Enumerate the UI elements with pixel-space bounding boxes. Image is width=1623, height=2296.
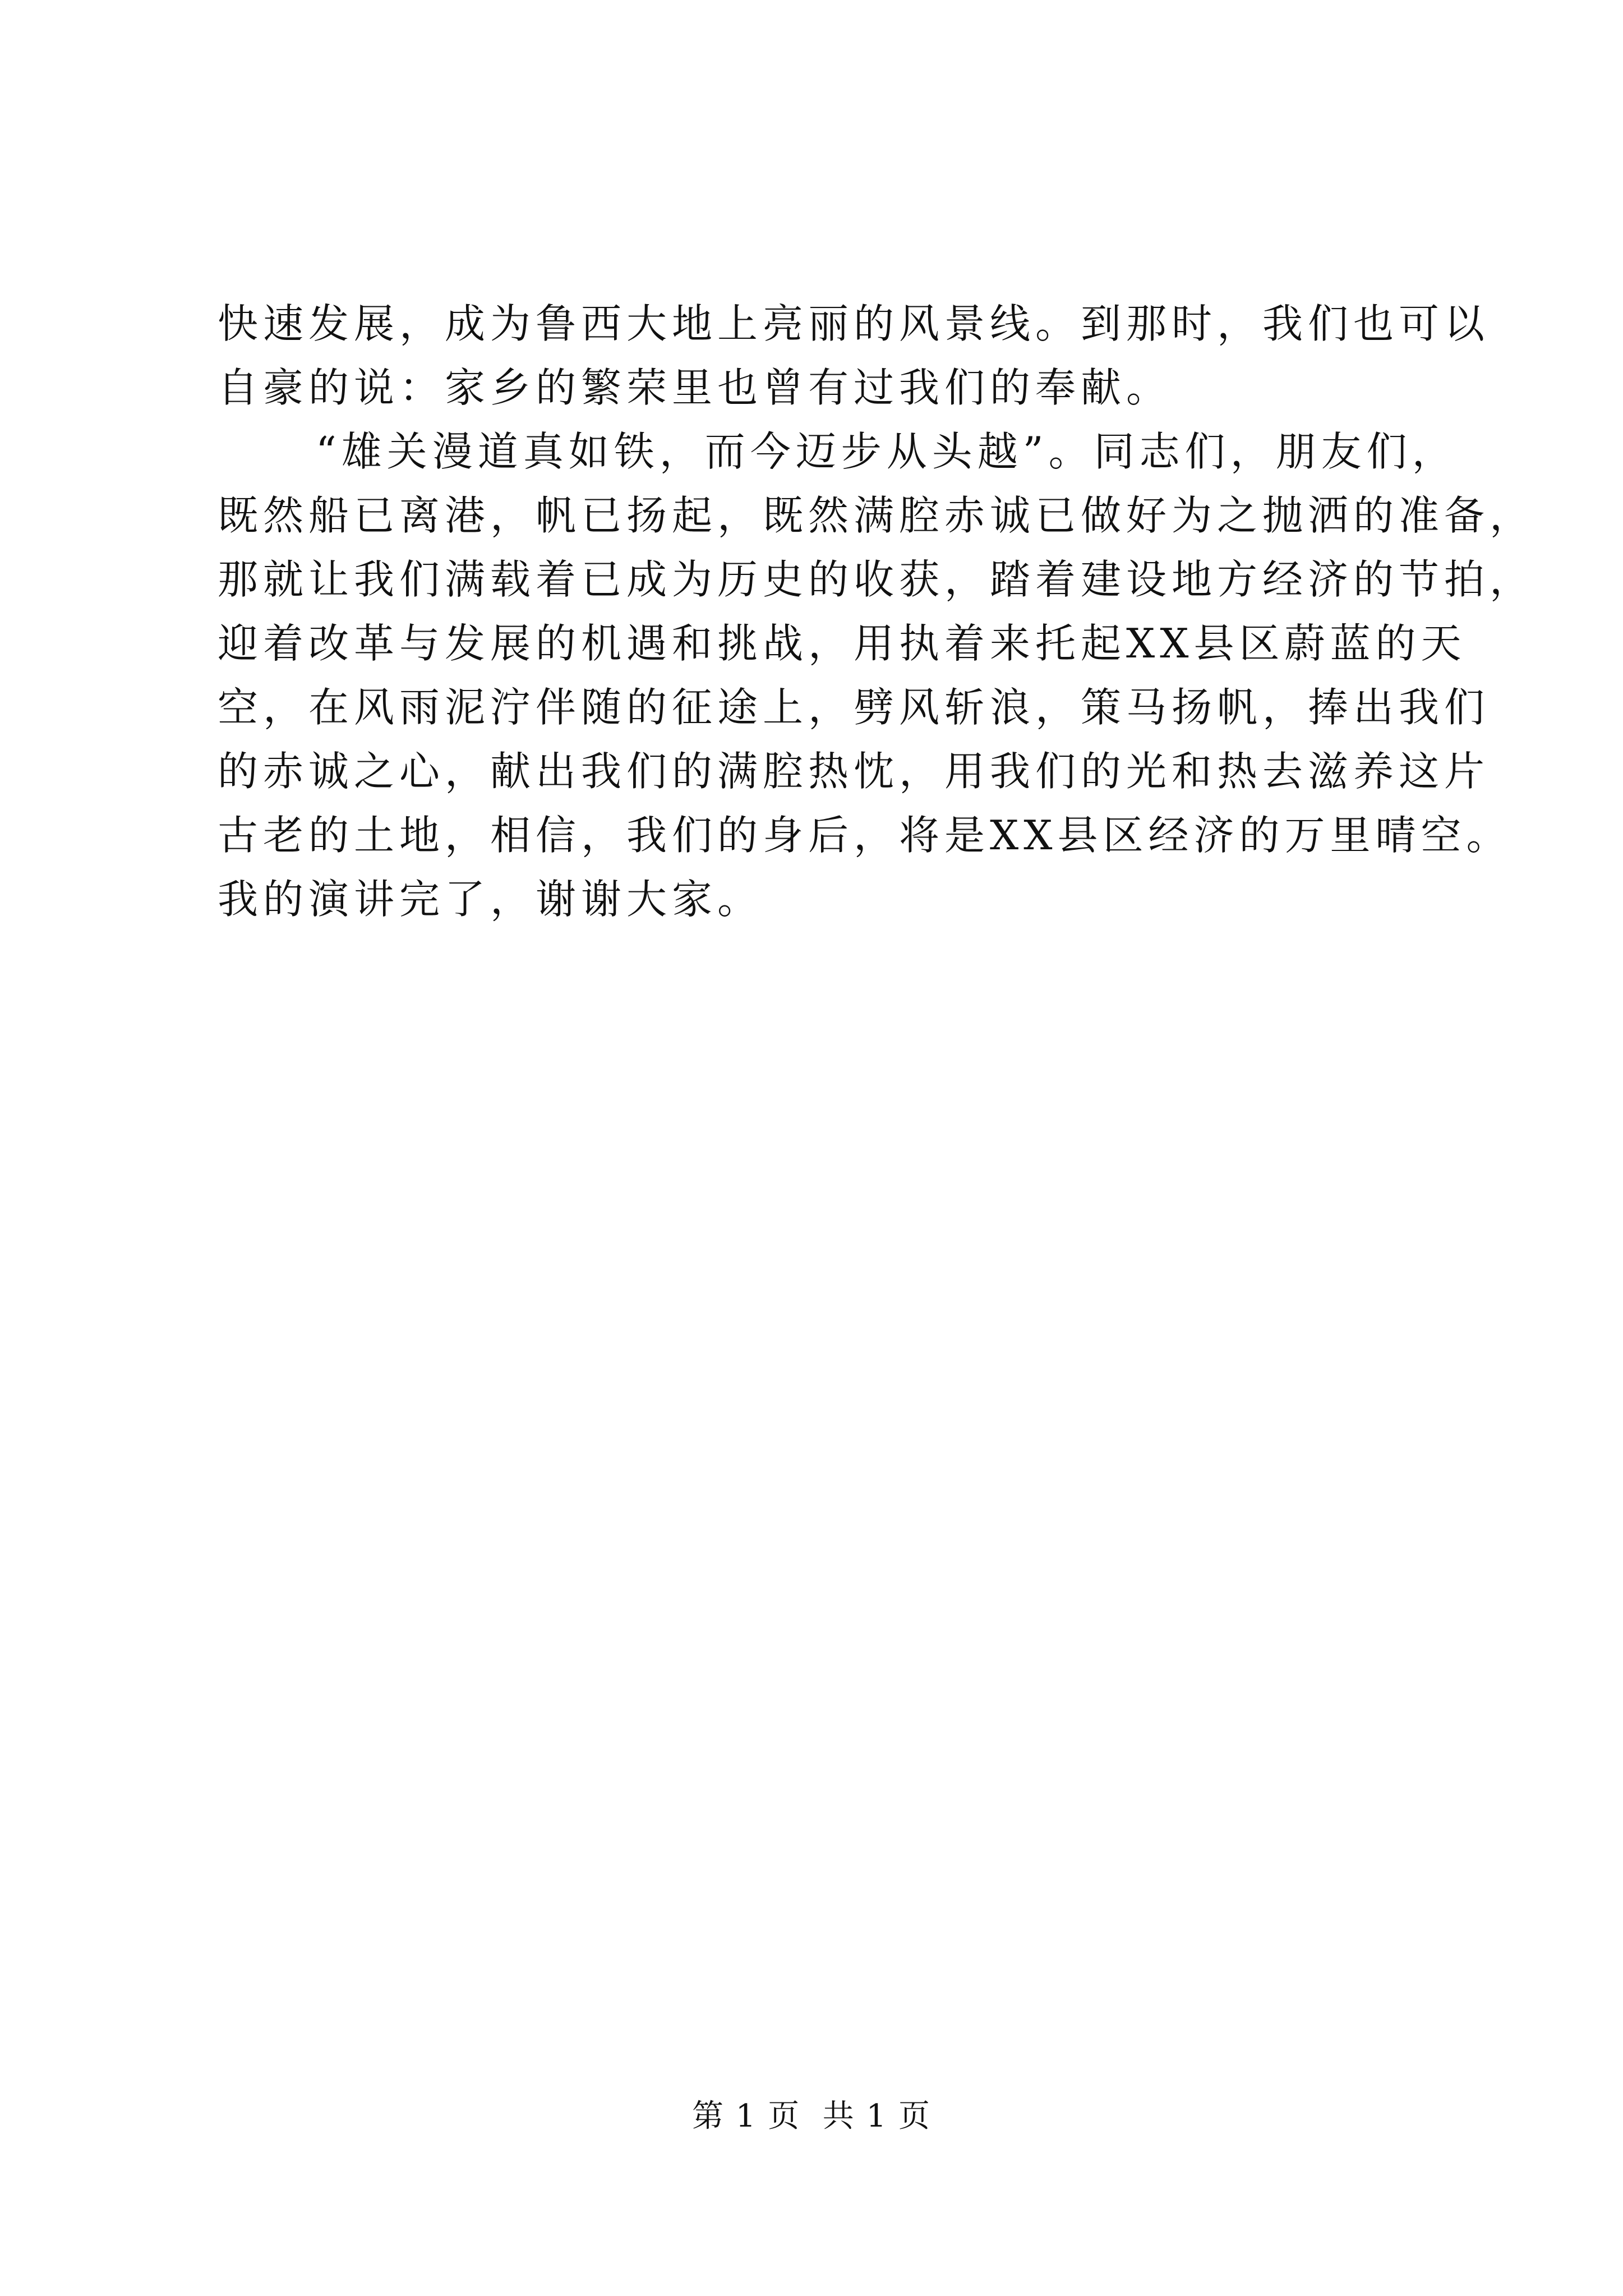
text-line: 快速发展，成为鲁西大地上亮丽的风景线。到那时，我们也可以: [218, 300, 1490, 347]
text-line: 既然船已离港，帆已扬起，既然满腔赤诚已做好为之抛洒的准备，: [218, 492, 1536, 539]
text-line: 古老的土地，相信，我们的身后，将是XX县区经济的万里晴空。: [218, 812, 1512, 859]
text-line-paragraph-start: “雄关漫道真如铁，而今迈步从头越”。同志们，朋友们，: [316, 428, 1458, 475]
document-body: [218, 292, 1536, 931]
text-line: 迎着改革与发展的机遇和挑战，用执着来托起XX县区蔚蓝的天: [218, 620, 1467, 667]
text-line: 那就让我们满载着已成为历史的收获，踏着建设地方经济的节拍，: [218, 556, 1536, 603]
page-number: 第 1 页 共 1 页: [691, 2098, 932, 2134]
text-line: 空，在风雨泥泞伴随的征途上，劈风斩浪，策马扬帆，捧出我们: [218, 684, 1490, 731]
text-line: 自豪的说：家乡的繁荣里也曾有过我们的奉献。: [218, 364, 1172, 411]
page-footer: [0, 2097, 1623, 2136]
text-line: 的赤诚之心，献出我们的满腔热忱，用我们的光和热去滋养这片: [218, 748, 1490, 795]
text-line: 我的演讲完了，谢谢大家。: [218, 876, 763, 923]
